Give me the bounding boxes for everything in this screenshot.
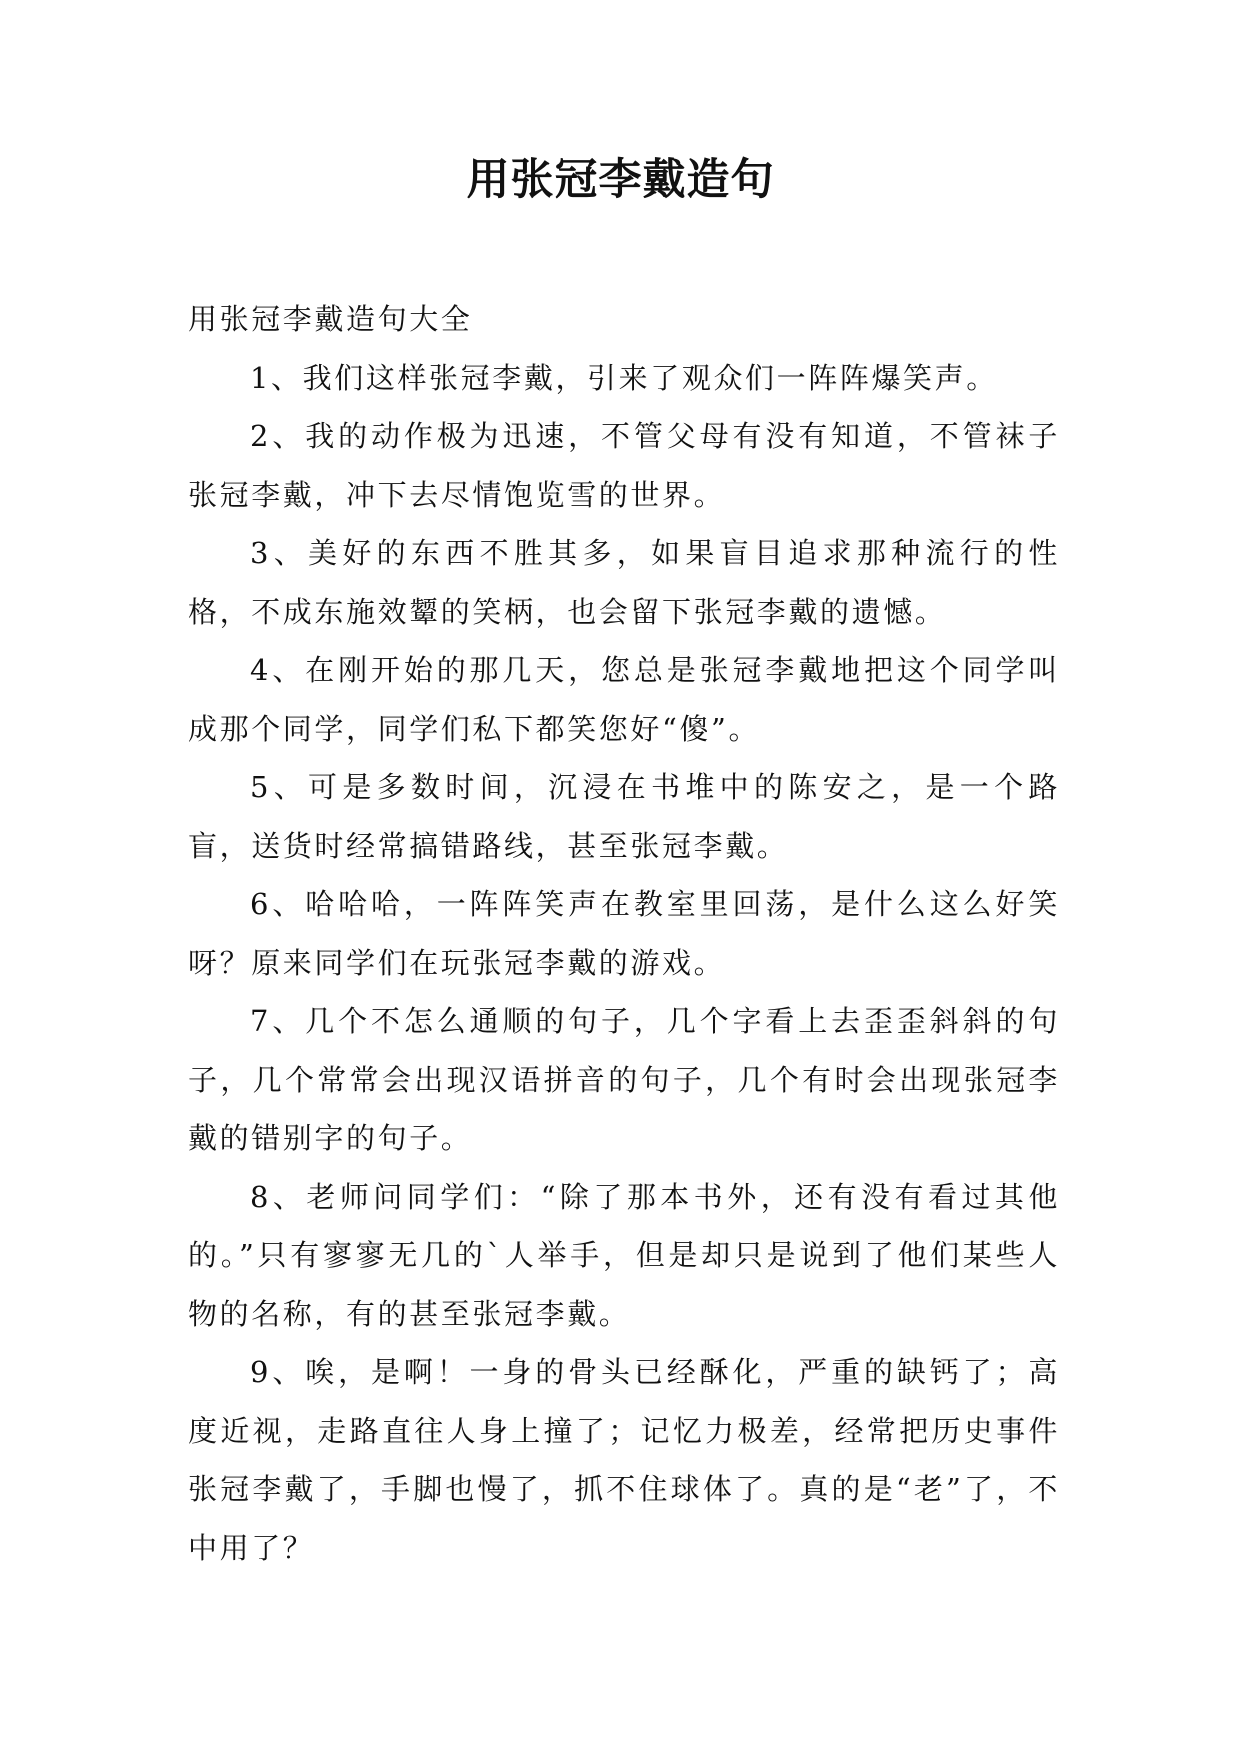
sentence-item-2: 2、我的动作极为迅速，不管父母有没有知道，不管袜子张冠李戴，冲下去尽情饱览雪的世界。 — [188, 419, 1060, 512]
sentence-item-6: 6、哈哈哈，一阵阵笑声在教室里回荡，是什么这么好笑呀？原来同学们在玩张冠李戴的游戏。 — [188, 887, 1060, 980]
sentence-item-1: 1、我们这样张冠李戴，引来了观众们一阵阵爆笑声。 — [250, 360, 998, 395]
sentence-item-3: 3、美好的东西不胜其多，如果盲目追求那种流行的性格，不成东施效颦的笑柄，也会留下张冠李戴的遗憾。 — [188, 536, 1060, 629]
document-body — [188, 290, 1060, 1577]
sentence-item-5: 5、可是多数时间，沉浸在书堆中的陈安之，是一个路盲，送货时经常搞错路线，甚至张冠李戴。 — [188, 770, 1060, 863]
page-title: 用张冠李戴造句 — [466, 155, 775, 205]
sentence-item-4: 4、在刚开始的那几天，您总是张冠李戴地把这个同学叫成那个同学，同学们私下都笑您好“傻”。 — [188, 653, 1060, 746]
section-heading: 用张冠李戴造句大全 — [188, 302, 473, 336]
sentence-item-7: 7、几个不怎么通顺的句子，几个字看上去歪歪斜斜的句子，几个常常会出现汉语拼音的句子，几个有时会出现张冠李戴的错别字的句子。 — [188, 1004, 1060, 1155]
sentence-item-9: 9、唉，是啊！一身的骨头已经酥化，严重的缺钙了；高度近视，走路直往人身上撞了；记忆力极差，经常把历史事件张冠李戴了，手脚也慢了，抓不住球体了。真的是“老”了，不中用了？ — [188, 1355, 1060, 1565]
sentence-item-8: 8、老师问同学们：“除了那本书外，还有没有看过其他的。”只有寥寥无几的`人举手，但是却只是说到了他们某些人物的名称，有的甚至张冠李戴。 — [188, 1179, 1060, 1331]
